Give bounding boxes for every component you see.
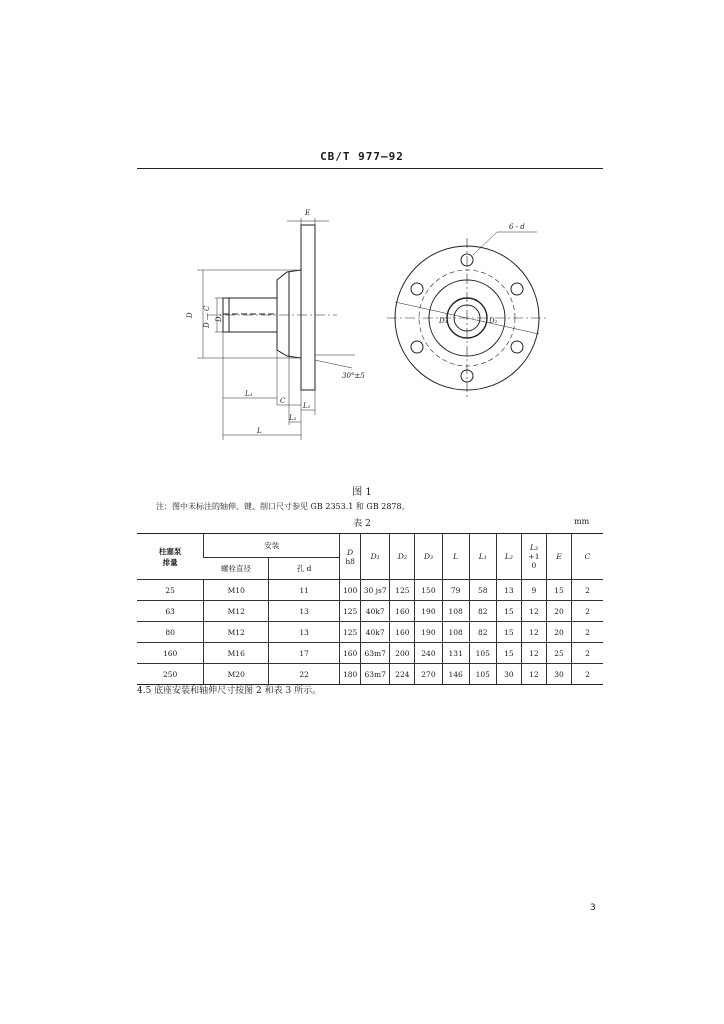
- table-cell: M20: [204, 664, 269, 685]
- table-cell: 190: [415, 622, 442, 643]
- table-cell: 2: [572, 580, 603, 601]
- table-cell: 146: [442, 664, 469, 685]
- header-bolt-diameter: 螺栓直径: [204, 558, 269, 580]
- table-cell: 25: [546, 643, 571, 664]
- header-pump-displacement: 柱塞泵 排量: [137, 534, 204, 580]
- header-D2: D₂: [390, 534, 415, 580]
- label-D1-side: D₁: [215, 313, 223, 322]
- table-cell: 80: [137, 622, 204, 643]
- table-cell: 125: [340, 622, 361, 643]
- page-number: 3: [590, 903, 596, 913]
- table-cell: 12: [521, 622, 546, 643]
- table-cell: 240: [415, 643, 442, 664]
- table-cell: 13: [496, 580, 521, 601]
- table-cell: 15: [496, 643, 521, 664]
- table-cell: 125: [390, 580, 415, 601]
- table-cell: 22: [269, 664, 340, 685]
- table-cell: 270: [415, 664, 442, 685]
- table-cell: M16: [204, 643, 269, 664]
- table-row: [137, 601, 603, 622]
- section-4-5: 4.5 底座安装和轴伸尺寸按图 2 和表 3 所示。: [137, 686, 322, 696]
- flange-plate: [301, 225, 315, 390]
- table-cell: 63: [137, 601, 204, 622]
- table-cell: 17: [269, 643, 340, 664]
- header-L2: L₂: [496, 534, 521, 580]
- label-C: C: [280, 397, 286, 405]
- label-D3: D₃: [439, 317, 448, 325]
- table-cell: 12: [521, 601, 546, 622]
- table-cell: 12: [521, 664, 546, 685]
- table-cell: 11: [269, 580, 340, 601]
- header-E: E: [546, 534, 571, 580]
- label-L1: L₁: [303, 402, 311, 410]
- table-row: [137, 622, 603, 643]
- table-cell: 82: [469, 601, 496, 622]
- table-cell: 20: [546, 622, 571, 643]
- table-cell: M12: [204, 622, 269, 643]
- table-cell: 250: [137, 664, 204, 685]
- technical-drawing: [137, 200, 603, 445]
- table-cell: 105: [469, 664, 496, 685]
- table-cell: 13: [269, 622, 340, 643]
- table-caption: 表 2: [353, 519, 371, 529]
- table-cell: 40k7: [361, 622, 390, 643]
- table-cell: 108: [442, 622, 469, 643]
- table-cell: 9: [521, 580, 546, 601]
- table-cell: 160: [340, 643, 361, 664]
- table-cell: 160: [390, 622, 415, 643]
- table-cell: 190: [415, 601, 442, 622]
- header-L1: L₁: [469, 534, 496, 580]
- header-C: C: [572, 534, 603, 580]
- table-cell: 160: [390, 601, 415, 622]
- table-cell: 131: [442, 643, 469, 664]
- header-L3: L₃ +1 0: [521, 534, 546, 580]
- header-hole-d: 孔 d: [269, 558, 340, 580]
- table-cell: 63m7: [361, 664, 390, 685]
- table-row: [137, 580, 603, 601]
- header-rule: [137, 168, 603, 169]
- table-cell: 125: [340, 601, 361, 622]
- table-cell: 30: [496, 664, 521, 685]
- table-cell: 40k7: [361, 601, 390, 622]
- table-cell: M12: [204, 601, 269, 622]
- table-cell: 79: [442, 580, 469, 601]
- table-cell: M10: [204, 580, 269, 601]
- table-row: [137, 643, 603, 664]
- table-cell: 63m7: [361, 643, 390, 664]
- label-D2: D₂: [489, 317, 498, 325]
- table-cell: 224: [390, 664, 415, 685]
- header-install: 安装: [204, 534, 340, 558]
- table-cell: 15: [496, 601, 521, 622]
- table-cell: 150: [415, 580, 442, 601]
- table-cell: 2: [572, 664, 603, 685]
- label-D-C: D — C: [203, 305, 211, 328]
- spec-table: [137, 533, 603, 685]
- table-cell: 2: [572, 622, 603, 643]
- figure-caption: 图 1: [352, 487, 372, 498]
- figure-note: 注：图中未标注的轴伸、键、削口尺寸参见 GB 2353.1 和 GB 2878。: [156, 502, 410, 511]
- label-D: D: [186, 312, 194, 318]
- table-row: [137, 664, 603, 685]
- table-cell: 160: [137, 643, 204, 664]
- table-cell: 2: [572, 643, 603, 664]
- table-cell: 15: [496, 622, 521, 643]
- label-E: E: [305, 209, 311, 217]
- label-holes: 6 - d: [509, 223, 525, 231]
- table-cell: 82: [469, 622, 496, 643]
- table-cell: 2: [572, 601, 603, 622]
- table-cell: 15: [546, 580, 571, 601]
- header-D1: D₁: [361, 534, 390, 580]
- table-unit: mm: [574, 517, 590, 526]
- table-cell: 20: [546, 601, 571, 622]
- table-cell: 30: [546, 664, 571, 685]
- table-cell: 100: [340, 580, 361, 601]
- table-cell: 58: [469, 580, 496, 601]
- label-L2: L₂: [289, 414, 297, 422]
- table-cell: 25: [137, 580, 204, 601]
- label-L3: L₃: [245, 390, 253, 398]
- label-angle: 30°±5: [342, 372, 365, 380]
- header-L: L: [442, 534, 469, 580]
- header-D: D h8: [340, 534, 361, 580]
- table-cell: 105: [469, 643, 496, 664]
- label-L: L: [257, 427, 262, 435]
- table-cell: 13: [269, 601, 340, 622]
- table-cell: 12: [521, 643, 546, 664]
- table-cell: 30 js7: [361, 580, 390, 601]
- table-cell: 180: [340, 664, 361, 685]
- header-D3: D₃: [415, 534, 442, 580]
- table-cell: 200: [390, 643, 415, 664]
- document-header: CB/T 977—92: [320, 150, 404, 163]
- table-cell: 108: [442, 601, 469, 622]
